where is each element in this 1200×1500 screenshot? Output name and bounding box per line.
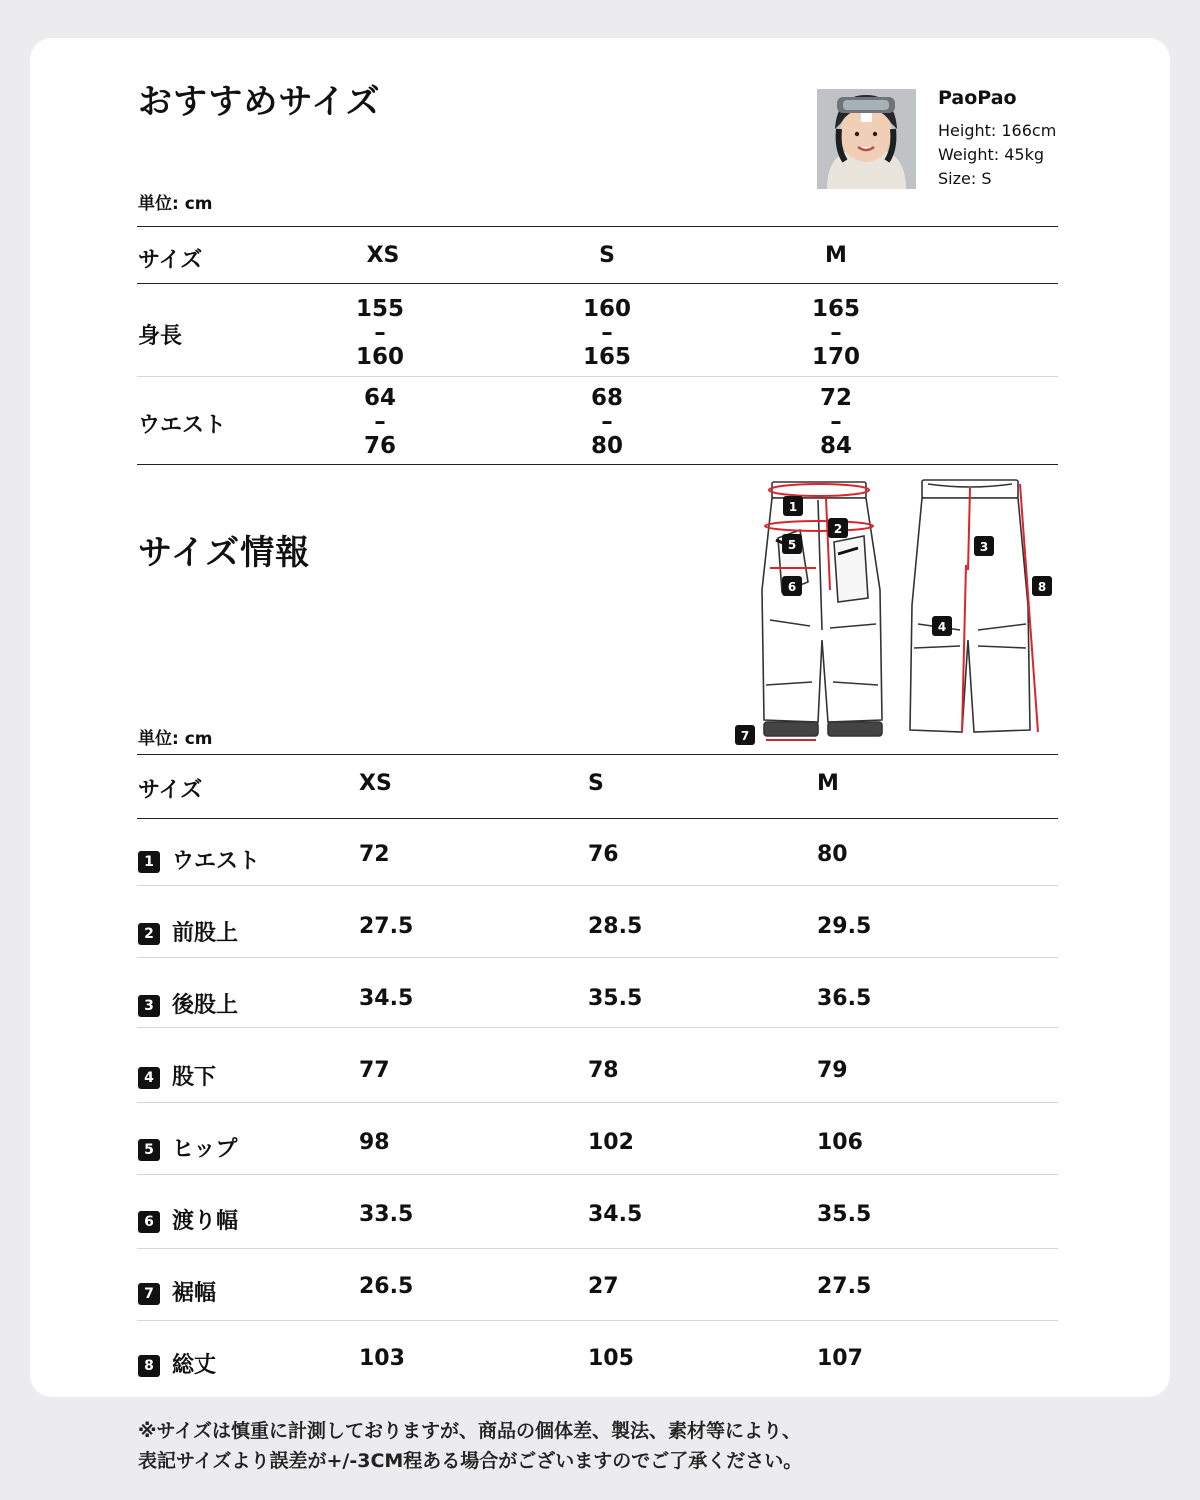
row-number-badge: 5 [138,1139,160,1161]
row-label-text: ヒップ [172,1137,238,1162]
divider [137,1102,1058,1103]
recommend-cell [335,297,425,369]
recommend-cell [791,386,881,458]
sizeinfo-cell: 34.5 [588,1202,643,1227]
divider [137,226,1058,227]
sizeinfo-cell: 79 [817,1058,848,1083]
row-label-text: ウエスト [172,849,261,874]
range-min: 165 [811,296,860,322]
divider [137,1248,1058,1249]
marker-5: 5 [787,538,797,552]
row-number-badge: 7 [138,1283,160,1305]
range-dash: – [601,320,613,346]
row-number-badge: 4 [138,1067,160,1089]
range-max: 165 [582,344,631,370]
recommend-row-label: ウエスト [138,413,227,438]
recommend-cell [562,386,652,458]
sizeinfo-col-xs: XS [359,771,392,796]
sizeinfo-row-label [138,1060,216,1091]
range-min: 160 [582,296,631,322]
model-size: Size: S [938,169,992,188]
range-max: 170 [811,344,860,370]
sizeinfo-row-label [138,1348,216,1379]
sizeinfo-cell: 34.5 [359,986,414,1011]
recommend-header-label: サイズ [138,248,203,273]
row-label-text: 渡り幅 [172,1209,239,1234]
row-label-text: 股下 [172,1065,217,1090]
sizeinfo-cell: 72 [359,842,390,867]
sizeinfo-row-label [138,1276,216,1307]
sizeinfo-cell: 28.5 [588,914,643,939]
row-label-text: 総丈 [172,1353,217,1378]
sizeinfo-header-label: サイズ [138,778,203,803]
divider [137,1174,1058,1175]
marker-3: 3 [979,540,989,554]
range-dash: – [601,409,613,435]
model-weight: Weight: 45kg [938,145,1044,164]
row-label-text: 裾幅 [172,1281,217,1306]
sizeinfo-cell: 29.5 [817,914,872,939]
marker-8: 8 [1037,580,1047,594]
range-dash: – [830,409,842,435]
divider [137,283,1058,284]
sizeinfo-cell: 27.5 [359,914,414,939]
footnote-line-2: 表記サイズより誤差が+/-3CM程ある場合がございますのでご了承ください。 [138,1450,803,1472]
range-dash: – [830,320,842,346]
row-number-badge: 8 [138,1355,160,1377]
divider [137,1320,1058,1321]
range-max: 84 [819,433,852,459]
marker-2: 2 [833,522,843,536]
sizeinfo-cell: 77 [359,1058,390,1083]
model-height: Height: 166cm [938,121,1057,140]
divider [137,1027,1058,1028]
sizeinfo-row-label [138,916,238,947]
range-max: 160 [355,344,404,370]
sizeinfo-cell: 26.5 [359,1274,414,1299]
row-number-badge: 1 [138,851,160,873]
sizeinfo-cell: 103 [359,1346,405,1371]
range-max: 76 [363,433,396,459]
marker-4: 4 [937,620,947,634]
row-label-text: 後股上 [172,993,239,1018]
recommend-col-m: M [825,243,847,268]
sizeinfo-cell: 27.5 [817,1274,872,1299]
recommend-row-label: 身長 [138,324,183,349]
sizeinfo-cell: 80 [817,842,848,867]
row-number-badge: 6 [138,1211,160,1233]
marker-6: 6 [787,580,797,594]
sizeinfo-title: サイズ情報 [138,533,311,573]
sizeinfo-row-label [138,1204,238,1235]
row-number-badge: 2 [138,923,160,945]
divider [137,818,1058,819]
sizeinfo-row-label [138,844,260,875]
sizeinfo-row-label [138,988,238,1019]
range-min: 64 [363,385,396,411]
range-dash: – [374,409,386,435]
model-photo [817,89,916,189]
pants-diagram [730,470,1070,755]
sizeinfo-cell: 35.5 [588,986,643,1011]
range-min: 72 [819,385,852,411]
sizeinfo-cell: 106 [817,1130,863,1155]
recommend-unit: 単位: cm [138,194,213,214]
recommend-col-s: S [599,243,615,268]
row-number-badge: 3 [138,995,160,1017]
range-min: 155 [355,296,404,322]
sizeinfo-row-label [138,1132,237,1163]
divider [137,957,1058,958]
model-name: PaoPao [938,87,1017,109]
range-min: 68 [590,385,623,411]
range-max: 80 [590,433,623,459]
divider [137,376,1058,377]
footnote-line-1: ※サイズは慎重に計測しておりますが、商品の個体差、製法、素材等により、 [138,1420,801,1442]
recommend-cell [791,297,881,369]
sizeinfo-col-m: M [817,771,839,796]
sizeinfo-col-s: S [588,771,604,796]
divider [137,885,1058,886]
sizeinfo-cell: 102 [588,1130,634,1155]
sizeinfo-cell: 78 [588,1058,619,1083]
divider [137,464,1058,465]
recommend-title: おすすめサイズ [138,82,381,122]
range-dash: – [374,320,386,346]
sizeinfo-cell: 33.5 [359,1202,414,1227]
sizeinfo-cell: 105 [588,1346,634,1371]
sizeinfo-cell: 27 [588,1274,619,1299]
sizeinfo-cell: 107 [817,1346,863,1371]
recommend-cell [562,297,652,369]
row-label-text: 前股上 [172,921,239,946]
recommend-cell [335,386,425,458]
recommend-col-xs: XS [366,243,400,268]
marker-7: 7 [740,729,750,743]
sizeinfo-unit: 単位: cm [138,729,213,749]
sizeinfo-cell: 76 [588,842,619,867]
sizeinfo-cell: 35.5 [817,1202,872,1227]
sizeinfo-cell: 98 [359,1130,390,1155]
divider [137,754,1058,755]
sizeinfo-cell: 36.5 [817,986,872,1011]
marker-1: 1 [788,500,798,514]
